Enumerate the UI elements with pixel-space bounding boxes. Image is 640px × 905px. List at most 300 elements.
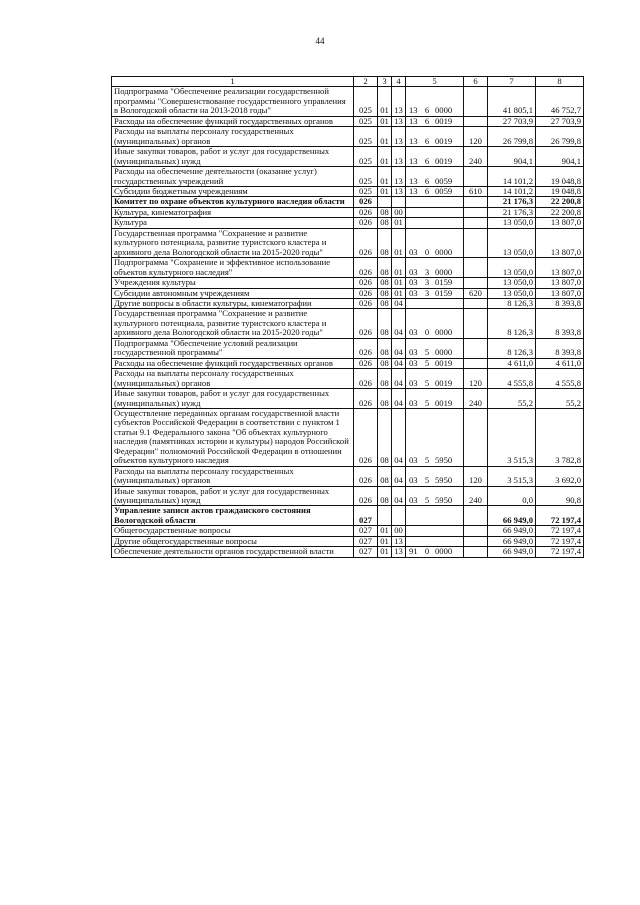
expense-name: Другие вопросы в области культуры, кинематографии [112, 298, 354, 308]
expense-name: Субсидии автономным учреждениям [112, 288, 354, 298]
expense-type-code: 120 [464, 466, 488, 486]
amount-2017: 8 126,3 [488, 338, 536, 358]
amount-2017: 904,1 [488, 147, 536, 167]
table-row [112, 258, 584, 278]
section-code: 08 [378, 258, 392, 278]
program-code: 03 [409, 347, 418, 358]
expense-type-code [464, 197, 488, 207]
section-code: 08 [378, 358, 392, 368]
section-code: 01 [378, 186, 392, 196]
expense-type-code [464, 278, 488, 288]
subsection-code: 04 [392, 408, 406, 466]
expense-name: Осуществление переданных органам государственной власти субъектов Российской Федерации в соответствии с пунктом 1 статьи 9.1 Федерального закона "Об объектах культурного наследия (памятниках истории и культуры) народов Российской Федерации" полномочий Российской Федерации в отношении объектов культурного наследия [112, 408, 354, 466]
program-code: 03 [409, 475, 418, 486]
target-article-code [406, 298, 464, 308]
budget-table [111, 76, 584, 558]
section-code: 01 [378, 127, 392, 147]
amount-2018: 19 048,8 [536, 186, 584, 196]
program-code: 03 [409, 246, 418, 257]
section-code: 01 [378, 526, 392, 536]
table-row [112, 338, 584, 358]
expense-type-code: 120 [464, 369, 488, 389]
amount-2018: 72 197,4 [536, 536, 584, 546]
subprogram-code: 5 [424, 495, 430, 506]
section-code: 08 [378, 278, 392, 288]
expense-name: Другие общегосударственные вопросы [112, 536, 354, 546]
target-article-code [406, 147, 464, 167]
amount-2018: 22 200,8 [536, 197, 584, 207]
table-row [112, 288, 584, 298]
amount-2017: 13 050,0 [488, 278, 536, 288]
target-article-code [406, 389, 464, 409]
table-row [112, 309, 584, 338]
amount-2017: 3 515,3 [488, 408, 536, 466]
expense-type-code [464, 536, 488, 546]
expense-name: Культура [112, 218, 354, 228]
amount-2017: 27 703,9 [488, 116, 536, 126]
direction-code: 0019 [435, 358, 453, 368]
subsection-code: 04 [392, 338, 406, 358]
target-article-code [406, 116, 464, 126]
subprogram-code: 3 [424, 266, 430, 277]
department-code: 026 [354, 466, 378, 486]
subsection-code: 04 [392, 486, 406, 506]
expense-name: Государственная программа "Сохранение и развитие культурного потенциала, развитие туристского кластера и архивного дела Вологодской области на 2015-2020 годы" [112, 228, 354, 257]
header-cell: 5 [406, 77, 464, 87]
department-code: 026 [354, 309, 378, 338]
subsection-code: 01 [392, 258, 406, 278]
amount-2017: 55,2 [488, 389, 536, 409]
direction-code: 0019 [435, 155, 453, 166]
amount-2017: 66 949,0 [488, 547, 536, 557]
expense-name: Культура, кинематография [112, 207, 354, 217]
amount-2018: 13 807,0 [536, 278, 584, 288]
expense-type-code: 240 [464, 486, 488, 506]
expense-type-code [464, 258, 488, 278]
subsection-code: 04 [392, 298, 406, 308]
department-code: 026 [354, 207, 378, 217]
target-article-code [406, 547, 464, 557]
program-code: 03 [409, 327, 418, 338]
expense-name: Обеспечение деятельности органов государственной власти [112, 547, 354, 557]
header-cell: 8 [536, 77, 584, 87]
expense-type-code [464, 526, 488, 536]
table-row [112, 526, 584, 536]
department-code: 025 [354, 147, 378, 167]
table-row [112, 466, 584, 486]
direction-code: 5950 [435, 475, 453, 486]
subprogram-code: 0 [424, 327, 430, 338]
expense-type-code [464, 309, 488, 338]
program-code: 13 [409, 186, 418, 196]
subprogram-code: 0 [424, 546, 430, 557]
section-code: 08 [378, 408, 392, 466]
expense-name: Общегосударственные вопросы [112, 526, 354, 536]
subsection-code [392, 506, 406, 526]
expense-name: Субсидии бюджетным учреждениям [112, 186, 354, 196]
target-article-code [406, 369, 464, 389]
department-code: 026 [354, 389, 378, 409]
subprogram-code: 6 [424, 155, 430, 166]
expense-name: Расходы на обеспечение функций государственных органов [112, 116, 354, 126]
program-code: 03 [409, 288, 418, 298]
table-row [112, 207, 584, 217]
direction-code: 0000 [435, 246, 453, 257]
department-code: 026 [354, 228, 378, 257]
header-cell: 2 [354, 77, 378, 87]
subsection-code: 13 [392, 116, 406, 126]
table-row [112, 536, 584, 546]
amount-2018: 72 197,4 [536, 506, 584, 526]
table-row [112, 298, 584, 308]
direction-code: 0159 [435, 288, 453, 298]
department-code: 025 [354, 186, 378, 196]
direction-code: 0019 [435, 377, 453, 388]
direction-code: 5950 [435, 495, 453, 506]
expense-name: Подпрограмма "Обеспечение реализации государственной программы "Совершенствование государственного управления в Вологодской области на 2013-2018 годы" [112, 87, 354, 116]
amount-2017: 4 611,0 [488, 358, 536, 368]
expense-type-code: 620 [464, 288, 488, 298]
program-code: 03 [409, 277, 418, 288]
amount-2018: 72 197,4 [536, 547, 584, 557]
department-code: 026 [354, 408, 378, 466]
table-row [112, 127, 584, 147]
subsection-code: 04 [392, 466, 406, 486]
amount-2017: 13 050,0 [488, 258, 536, 278]
expense-name: Подпрограмма "Обеспечение условий реализации государственной программы" [112, 338, 354, 358]
direction-code: 0059 [435, 175, 453, 186]
department-code: 026 [354, 358, 378, 368]
subprogram-code: 5 [424, 377, 430, 388]
amount-2017: 66 949,0 [488, 506, 536, 526]
expense-name: Учреждения культуры [112, 278, 354, 288]
direction-code: 0019 [435, 397, 453, 408]
amount-2018: 13 807,0 [536, 288, 584, 298]
expense-name: Расходы на обеспечение деятельности (оказание услуг) государственных учреждений [112, 167, 354, 187]
amount-2017: 66 949,0 [488, 536, 536, 546]
expense-name: Комитет по охране объектов культурного наследия области [112, 197, 354, 207]
amount-2018: 13 807,0 [536, 258, 584, 278]
department-code: 026 [354, 278, 378, 288]
amount-2017: 14 101,2 [488, 186, 536, 196]
subsection-code: 01 [392, 228, 406, 257]
department-code: 027 [354, 506, 378, 526]
direction-code: 0019 [435, 135, 453, 146]
amount-2018: 72 197,4 [536, 526, 584, 536]
expense-name: Расходы на выплаты персоналу государственных (муниципальных) органов [112, 127, 354, 147]
section-code: 08 [378, 369, 392, 389]
table-row [112, 278, 584, 288]
target-article-code [406, 87, 464, 116]
expense-name: Расходы на обеспечение функций государственных органов [112, 358, 354, 368]
subprogram-code: 5 [424, 347, 430, 358]
table-header-row [112, 77, 584, 87]
program-code: 13 [409, 135, 418, 146]
program-code: 13 [409, 175, 418, 186]
subsection-code: 04 [392, 358, 406, 368]
amount-2018: 4 611,0 [536, 358, 584, 368]
target-article-code [406, 278, 464, 288]
department-code: 026 [354, 197, 378, 207]
table-row [112, 87, 584, 116]
expense-name: Иные закупки товаров, работ и услуг для государственных (муниципальных) нужд [112, 486, 354, 506]
amount-2017: 13 050,0 [488, 218, 536, 228]
program-code: 03 [409, 358, 418, 368]
amount-2018: 27 703,9 [536, 116, 584, 126]
direction-code: 0000 [435, 266, 453, 277]
amount-2018: 904,1 [536, 147, 584, 167]
expense-type-code: 120 [464, 127, 488, 147]
header-cell: 1 [112, 77, 354, 87]
section-code: 01 [378, 167, 392, 187]
amount-2017: 41 805,1 [488, 87, 536, 116]
target-article-code [406, 186, 464, 196]
target-article-code [406, 526, 464, 536]
section-code: 08 [378, 207, 392, 217]
direction-code: 0159 [435, 277, 453, 288]
amount-2017: 21 176,3 [488, 207, 536, 217]
section-code [378, 506, 392, 526]
amount-2017: 8 126,3 [488, 309, 536, 338]
expense-type-code [464, 116, 488, 126]
table-row [112, 486, 584, 506]
expense-name: Расходы на выплаты персоналу государственных (муниципальных) органов [112, 369, 354, 389]
expense-type-code [464, 506, 488, 526]
department-code: 026 [354, 288, 378, 298]
section-code: 08 [378, 309, 392, 338]
target-article-code [406, 536, 464, 546]
amount-2018: 8 393,8 [536, 309, 584, 338]
subprogram-code: 5 [424, 455, 430, 466]
target-article-code [406, 288, 464, 298]
direction-code: 0059 [435, 186, 453, 196]
amount-2018: 13 807,0 [536, 218, 584, 228]
section-code: 08 [378, 218, 392, 228]
subsection-code: 04 [392, 389, 406, 409]
subprogram-code: 0 [424, 246, 430, 257]
department-code: 027 [354, 536, 378, 546]
department-code: 026 [354, 218, 378, 228]
subsection-code: 01 [392, 218, 406, 228]
section-code: 01 [378, 536, 392, 546]
table-row [112, 389, 584, 409]
table-row [112, 369, 584, 389]
page-number: 44 [315, 36, 325, 46]
program-code: 03 [409, 495, 418, 506]
table-row [112, 147, 584, 167]
expense-type-code [464, 167, 488, 187]
subsection-code: 13 [392, 536, 406, 546]
direction-code: 0000 [435, 347, 453, 358]
expense-name: Иные закупки товаров, работ и услуг для государственных (муниципальных) нужд [112, 389, 354, 409]
target-article-code [406, 127, 464, 147]
header-cell: 3 [378, 77, 392, 87]
amount-2017: 66 949,0 [488, 526, 536, 536]
program-code: 03 [409, 377, 418, 388]
table-row [112, 506, 584, 526]
expense-type-code: 240 [464, 147, 488, 167]
expense-name: Государственная программа "Сохранение и развитие культурного потенциала, развитие туристского кластера и архивного дела Вологодской области на 2015-2020 годы" [112, 309, 354, 338]
department-code: 026 [354, 369, 378, 389]
amount-2018: 4 555,8 [536, 369, 584, 389]
amount-2017: 8 126,3 [488, 298, 536, 308]
department-code: 025 [354, 127, 378, 147]
expense-type-code [464, 298, 488, 308]
subsection-code: 13 [392, 127, 406, 147]
direction-code: 0000 [435, 327, 453, 338]
department-code: 026 [354, 258, 378, 278]
program-code: 13 [409, 155, 418, 166]
subprogram-code: 6 [424, 135, 430, 146]
subprogram-code: 6 [424, 116, 430, 126]
subsection-code: 13 [392, 167, 406, 187]
target-article-code [406, 506, 464, 526]
expense-type-code: 240 [464, 389, 488, 409]
program-code: 03 [409, 266, 418, 277]
expense-type-code [464, 207, 488, 217]
expense-name: Подпрограмма "Сохранение и эффективное использование объектов культурного наследия" [112, 258, 354, 278]
target-article-code [406, 167, 464, 187]
subsection-code: 04 [392, 369, 406, 389]
target-article-code [406, 486, 464, 506]
amount-2017: 13 050,0 [488, 228, 536, 257]
expense-type-code: 610 [464, 186, 488, 196]
subsection-code [392, 197, 406, 207]
section-code: 08 [378, 389, 392, 409]
program-code: 13 [409, 105, 418, 116]
expense-type-code [464, 408, 488, 466]
amount-2017: 21 176,3 [488, 197, 536, 207]
target-article-code [406, 218, 464, 228]
subsection-code: 01 [392, 288, 406, 298]
department-code: 025 [354, 87, 378, 116]
subprogram-code: 5 [424, 397, 430, 408]
subsection-code: 01 [392, 278, 406, 288]
expense-type-code [464, 547, 488, 557]
amount-2018: 55,2 [536, 389, 584, 409]
amount-2017: 3 515,3 [488, 466, 536, 486]
department-code: 027 [354, 526, 378, 536]
target-article-code [406, 228, 464, 257]
department-code: 025 [354, 167, 378, 187]
subprogram-code: 6 [424, 105, 430, 116]
expense-name: Расходы на выплаты персоналу государственных (муниципальных) органов [112, 466, 354, 486]
target-article-code [406, 309, 464, 338]
section-code: 08 [378, 338, 392, 358]
direction-code: 5950 [435, 455, 453, 466]
header-cell: 6 [464, 77, 488, 87]
program-code: 13 [409, 116, 418, 126]
target-article-code [406, 197, 464, 207]
expense-name: Иные закупки товаров, работ и услуг для государственных (муниципальных) нужд [112, 147, 354, 167]
section-code [378, 197, 392, 207]
direction-code: 0000 [435, 546, 453, 557]
program-code: 03 [409, 397, 418, 408]
expense-type-code [464, 358, 488, 368]
expense-type-code [464, 87, 488, 116]
amount-2017: 14 101,2 [488, 167, 536, 187]
section-code: 08 [378, 288, 392, 298]
table-row [112, 218, 584, 228]
department-code: 027 [354, 547, 378, 557]
amount-2018: 22 200,8 [536, 207, 584, 217]
target-article-code [406, 338, 464, 358]
subsection-code: 04 [392, 309, 406, 338]
direction-code: 0000 [435, 105, 453, 116]
table-row [112, 408, 584, 466]
department-code: 025 [354, 116, 378, 126]
subprogram-code: 6 [424, 186, 430, 196]
section-code: 01 [378, 147, 392, 167]
table-row [112, 186, 584, 196]
subsection-code: 13 [392, 147, 406, 167]
table-row [112, 547, 584, 557]
table-row [112, 228, 584, 257]
amount-2018: 8 393,8 [536, 338, 584, 358]
program-code: 91 [409, 546, 418, 557]
expense-type-code [464, 338, 488, 358]
amount-2018: 8 393,8 [536, 298, 584, 308]
section-code: 08 [378, 298, 392, 308]
amount-2018: 26 799,8 [536, 127, 584, 147]
subprogram-code: 5 [424, 358, 430, 368]
amount-2017: 4 555,8 [488, 369, 536, 389]
section-code: 01 [378, 87, 392, 116]
target-article-code [406, 358, 464, 368]
department-code: 026 [354, 338, 378, 358]
department-code: 026 [354, 298, 378, 308]
amount-2018: 46 752,7 [536, 87, 584, 116]
amount-2018: 19 048,8 [536, 167, 584, 187]
subprogram-code: 6 [424, 175, 430, 186]
target-article-code [406, 408, 464, 466]
amount-2018: 3 692,0 [536, 466, 584, 486]
direction-code: 0019 [435, 116, 453, 126]
amount-2017: 13 050,0 [488, 288, 536, 298]
subsection-code: 13 [392, 547, 406, 557]
amount-2017: 26 799,8 [488, 127, 536, 147]
header-cell: 4 [392, 77, 406, 87]
department-code: 026 [354, 486, 378, 506]
subsection-code: 00 [392, 207, 406, 217]
table-row [112, 358, 584, 368]
header-cell: 7 [488, 77, 536, 87]
subsection-code: 00 [392, 526, 406, 536]
expense-type-code [464, 228, 488, 257]
section-code: 08 [378, 486, 392, 506]
table-row [112, 197, 584, 207]
subprogram-code: 3 [424, 277, 430, 288]
section-code: 08 [378, 466, 392, 486]
section-code: 01 [378, 547, 392, 557]
subsection-code: 13 [392, 186, 406, 196]
subprogram-code: 3 [424, 288, 430, 298]
target-article-code [406, 207, 464, 217]
program-code: 03 [409, 455, 418, 466]
section-code: 01 [378, 116, 392, 126]
target-article-code [406, 466, 464, 486]
expense-type-code [464, 218, 488, 228]
expense-name: Управление записи актов гражданского состояния Вологодской области [112, 506, 354, 526]
table-row [112, 167, 584, 187]
amount-2018: 13 807,0 [536, 228, 584, 257]
amount-2018: 90,8 [536, 486, 584, 506]
table-row [112, 116, 584, 126]
target-article-code [406, 258, 464, 278]
amount-2018: 3 782,8 [536, 408, 584, 466]
section-code: 08 [378, 228, 392, 257]
subprogram-code: 5 [424, 475, 430, 486]
